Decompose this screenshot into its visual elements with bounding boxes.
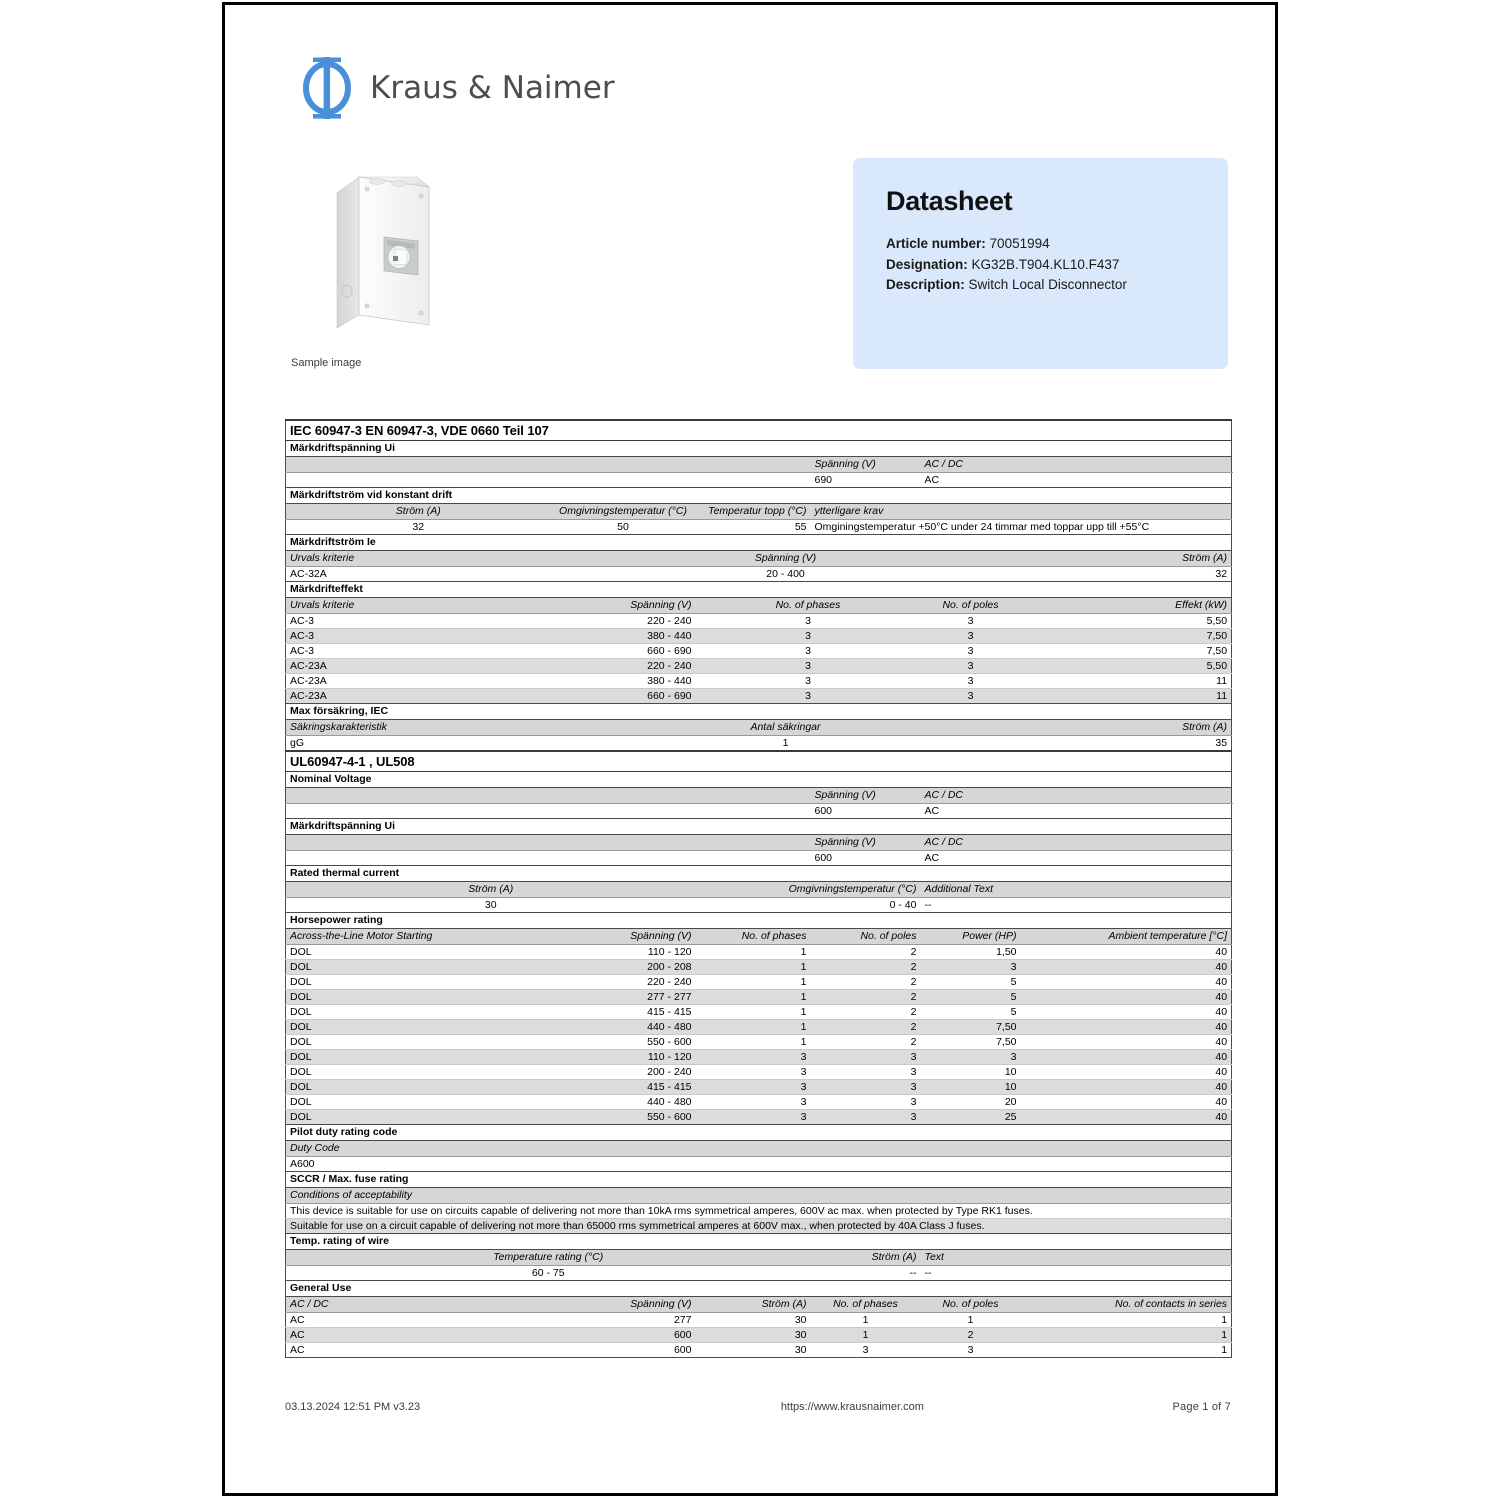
section-minor-header: [286, 704, 1232, 720]
page-footer: [285, 1401, 1231, 1413]
section-title: Temp. rating of wire: [286, 1234, 1232, 1250]
column-header: Duty Code: [286, 1141, 1232, 1157]
table-cell: [286, 473, 811, 488]
table-cell: 32: [286, 520, 551, 535]
table-cell: 3: [921, 960, 1021, 975]
column-header: Ström (A): [286, 504, 551, 520]
section-title: Nominal Voltage: [286, 772, 1232, 788]
table-cell: 660 - 690: [551, 689, 696, 704]
table-cell: 690: [811, 473, 921, 488]
table-cell: 40: [1021, 1110, 1232, 1125]
table-row: [286, 990, 1232, 1005]
table-row: [286, 736, 1232, 752]
column-header: Antal säkringar: [551, 720, 1021, 736]
table-cell: DOL: [286, 1110, 551, 1125]
table-cell: --: [921, 1266, 1232, 1281]
table-row: [286, 520, 1232, 535]
kraus-naimer-logo-icon: [298, 57, 356, 119]
field-designation-value: KG32B.T904.KL10.F437: [971, 256, 1120, 272]
table-cell: 2: [811, 975, 921, 990]
table-row: [286, 644, 1232, 659]
brand-name: Kraus & Naimer: [370, 70, 615, 106]
column-header: No. of phases: [811, 1297, 921, 1313]
section-title: IEC 60947-3 EN 60947-3, VDE 0660 Teil 107: [286, 420, 1232, 441]
column-header: Additional Text: [921, 882, 1232, 898]
table-row: [286, 1313, 1232, 1328]
section-major-header: [286, 751, 1232, 772]
table-cell: 110 - 120: [551, 945, 696, 960]
table-cell: 3: [811, 1095, 921, 1110]
table-cell: 25: [921, 1110, 1021, 1125]
table-header-row: [286, 929, 1232, 945]
table-header-row: [286, 1297, 1232, 1313]
table-row: [286, 1328, 1232, 1343]
table-row: [286, 898, 1232, 913]
table-header-row: [286, 1250, 1232, 1266]
table-cell: AC-32A: [286, 567, 551, 582]
section-title: Horsepower rating: [286, 913, 1232, 929]
table-cell: 220 - 240: [551, 975, 696, 990]
column-header: ytterligare krav: [811, 504, 1232, 520]
field-description-label: Description:: [886, 277, 965, 292]
table-cell: DOL: [286, 960, 551, 975]
table-cell: 5: [921, 990, 1021, 1005]
table-cell: 3: [696, 1065, 811, 1080]
column-header: No. of phases: [696, 598, 921, 614]
table-cell: 200 - 208: [551, 960, 696, 975]
table-cell: 110 - 120: [551, 1050, 696, 1065]
table-cell: 277 - 277: [551, 990, 696, 1005]
table-cell: 50: [551, 520, 696, 535]
section-title: Max försäkring, IEC: [286, 704, 1232, 720]
table-cell: 3: [811, 1050, 921, 1065]
table-cell: 40: [1021, 960, 1232, 975]
table-cell: AC: [921, 473, 1232, 488]
table-cell: 440 - 480: [551, 1095, 696, 1110]
table-cell: 40: [1021, 1020, 1232, 1035]
table-cell: 40: [1021, 1095, 1232, 1110]
table-header-row: [286, 504, 1232, 520]
table-cell: DOL: [286, 1065, 551, 1080]
table-cell: 11: [1021, 689, 1232, 704]
section-title: General Use: [286, 1281, 1232, 1297]
table-row: [286, 1065, 1232, 1080]
table-cell: 3: [921, 1343, 1021, 1358]
column-header: Ström (A): [1021, 720, 1232, 736]
table-row: [286, 1080, 1232, 1095]
column-header: [286, 788, 811, 804]
table-cell: 550 - 600: [551, 1110, 696, 1125]
table-row: [286, 659, 1232, 674]
column-header: Ambient temperature [°C]: [1021, 929, 1232, 945]
table-cell: 1: [696, 945, 811, 960]
section-title: Rated thermal current: [286, 866, 1232, 882]
column-header: AC / DC: [921, 788, 1232, 804]
field-article-number-label: Article number:: [886, 236, 986, 251]
field-designation-label: Designation:: [886, 256, 968, 272]
table-cell: 40: [1021, 1005, 1232, 1020]
table-cell: 60 - 75: [286, 1266, 811, 1281]
table-cell: 20: [921, 1095, 1021, 1110]
table-cell: 1: [696, 960, 811, 975]
table-cell: 600: [551, 1328, 696, 1343]
brand-header: [298, 57, 615, 119]
table-cell: 3: [696, 659, 921, 674]
field-designation: [886, 255, 1127, 276]
table-cell: This device is suitable for use on circuits capable of delivering not more than 10kA rms symmetrical amperes, 600V ac max. when protected by Type RK1 fuses.: [286, 1204, 1232, 1219]
table-cell: [286, 804, 811, 819]
table-row: [286, 1095, 1232, 1110]
column-header: Spänning (V): [551, 1297, 696, 1313]
section-minor-header: [286, 1234, 1232, 1250]
table-row: [286, 1219, 1232, 1234]
document-page: [222, 2, 1278, 1496]
column-header: Ström (A): [286, 882, 696, 898]
table-cell: 600: [811, 804, 921, 819]
column-header: Temperature rating (°C): [286, 1250, 811, 1266]
table-cell: 7,50: [921, 1020, 1021, 1035]
column-header: Säkringskarakteristik: [286, 720, 551, 736]
table-cell: 1: [811, 1328, 921, 1343]
section-minor-header: [286, 441, 1232, 457]
table-cell: 5,50: [1021, 614, 1232, 629]
table-cell: AC: [286, 1343, 551, 1358]
table-cell: 30: [696, 1343, 811, 1358]
column-header: AC / DC: [921, 835, 1232, 851]
table-cell: AC: [921, 804, 1232, 819]
table-cell: 1: [551, 736, 1021, 752]
column-header: No. of phases: [696, 929, 811, 945]
section-minor-header: [286, 772, 1232, 788]
column-header: Conditions of acceptability: [286, 1188, 1232, 1204]
table-cell: 10: [921, 1065, 1021, 1080]
table-cell: --: [921, 898, 1232, 913]
section-minor-header: [286, 1172, 1232, 1188]
table-cell: AC-3: [286, 644, 551, 659]
table-cell: [286, 851, 811, 866]
table-cell: DOL: [286, 990, 551, 1005]
table-cell: 1: [696, 1020, 811, 1035]
table-cell: DOL: [286, 1005, 551, 1020]
column-header: Ström (A): [811, 1250, 921, 1266]
table-cell: 1: [696, 1005, 811, 1020]
table-cell: 20 - 400: [551, 567, 1021, 582]
footer-url[interactable]: https://www.krausnaimer.com: [780, 1401, 924, 1413]
table-header-row: [286, 1141, 1232, 1157]
table-cell: 2: [811, 1005, 921, 1020]
table-cell: 277: [551, 1313, 696, 1328]
column-header: No. of poles: [921, 598, 1021, 614]
section-minor-header: [286, 866, 1232, 882]
table-cell: 1: [1021, 1328, 1232, 1343]
table-row: [286, 851, 1232, 866]
section-minor-header: [286, 1281, 1232, 1297]
table-cell: 3: [921, 1050, 1021, 1065]
table-cell: 32: [1021, 567, 1232, 582]
table-header-row: [286, 835, 1232, 851]
column-header: Effekt (kW): [1021, 598, 1232, 614]
column-header: Temperatur topp (°C): [696, 504, 811, 520]
table-cell: DOL: [286, 1035, 551, 1050]
table-cell: 5,50: [1021, 659, 1232, 674]
table-cell: 3: [696, 644, 921, 659]
table-cell: 3: [696, 674, 921, 689]
table-cell: 2: [811, 990, 921, 1005]
table-row: [286, 804, 1232, 819]
table-cell: 10: [921, 1080, 1021, 1095]
footer-page-number: Page 1 of 7: [1172, 1401, 1231, 1413]
column-header: Power (HP): [921, 929, 1021, 945]
table-cell: 3: [921, 614, 1021, 629]
table-cell: 3: [921, 689, 1021, 704]
table-cell: 2: [921, 1328, 1021, 1343]
table-cell: 1: [921, 1313, 1021, 1328]
table-cell: AC: [921, 851, 1232, 866]
column-header: Spänning (V): [551, 598, 696, 614]
table-row: [286, 567, 1232, 582]
table-cell: 3: [921, 629, 1021, 644]
table-row: [286, 629, 1232, 644]
column-header: Omgivningstemperatur (°C): [551, 504, 696, 520]
table-cell: 7,50: [921, 1035, 1021, 1050]
column-header: Omgivningstemperatur (°C): [696, 882, 921, 898]
table-cell: 1,50: [921, 945, 1021, 960]
column-header: [286, 457, 811, 473]
table-cell: 2: [811, 1020, 921, 1035]
section-title: UL60947-4-1 , UL508: [286, 751, 1232, 772]
table-cell: 415 - 415: [551, 1005, 696, 1020]
column-header: Urvals kriterie: [286, 551, 551, 567]
table-cell: DOL: [286, 975, 551, 990]
section-title: Pilot duty rating code: [286, 1125, 1232, 1141]
table-cell: 660 - 690: [551, 644, 696, 659]
table-cell: 40: [1021, 990, 1232, 1005]
table-cell: DOL: [286, 945, 551, 960]
table-header-row: [286, 457, 1232, 473]
table-cell: 3: [811, 1065, 921, 1080]
section-minor-header: [286, 582, 1232, 598]
table-cell: 40: [1021, 1080, 1232, 1095]
table-cell: AC-3: [286, 629, 551, 644]
field-description: [886, 275, 1127, 296]
table-cell: 1: [1021, 1313, 1232, 1328]
table-cell: 2: [811, 960, 921, 975]
table-cell: 3: [696, 689, 921, 704]
section-title: Märkdrifteffekt: [286, 582, 1232, 598]
table-row: [286, 473, 1232, 488]
column-header: No. of poles: [921, 1297, 1021, 1313]
table-cell: 1: [1021, 1343, 1232, 1358]
table-cell: 550 - 600: [551, 1035, 696, 1050]
table-cell: 55: [696, 520, 811, 535]
table-cell: 40: [1021, 1035, 1232, 1050]
field-article-number: [886, 234, 1127, 255]
column-header: AC / DC: [921, 457, 1232, 473]
table-cell: 3: [811, 1080, 921, 1095]
section-minor-header: [286, 535, 1232, 551]
table-row: [286, 1157, 1232, 1172]
specification-table: [285, 419, 1232, 1358]
table-cell: 1: [696, 1035, 811, 1050]
section-title: Märkdriftspänning Ui: [286, 441, 1232, 457]
table-row: [286, 960, 1232, 975]
column-header: No. of poles: [811, 929, 921, 945]
table-cell: 2: [811, 945, 921, 960]
table-cell: 600: [811, 851, 921, 866]
section-minor-header: [286, 1125, 1232, 1141]
table-row: [286, 1343, 1232, 1358]
table-cell: 200 - 240: [551, 1065, 696, 1080]
footer-timestamp: 03.13.2024 12:51 PM v3.23: [285, 1401, 421, 1413]
table-cell: 7,50: [1021, 629, 1232, 644]
table-cell: 40: [1021, 1065, 1232, 1080]
table-cell: DOL: [286, 1020, 551, 1035]
section-major-header: [286, 420, 1232, 441]
column-header: No. of contacts in series: [1021, 1297, 1232, 1313]
column-header: Urvals kriterie: [286, 598, 551, 614]
table-header-row: [286, 720, 1232, 736]
table-row: [286, 1035, 1232, 1050]
table-header-row: [286, 551, 1232, 567]
table-cell: 5: [921, 1005, 1021, 1020]
table-cell: Suitable for use on a circuit capable of delivering not more than 65000 rms symmetrical amperes at 600V max., when protected by 40A Class J fuses.: [286, 1219, 1232, 1234]
table-cell: 380 - 440: [551, 674, 696, 689]
section-title: Märkdriftström vid konstant drift: [286, 488, 1232, 504]
field-article-number-value: 70051994: [989, 236, 1050, 251]
datasheet-fields: [886, 234, 1127, 296]
table-cell: 3: [696, 614, 921, 629]
column-header: Ström (A): [696, 1297, 811, 1313]
section-title: SCCR / Max. fuse rating: [286, 1172, 1232, 1188]
table-row: [286, 975, 1232, 990]
table-row: [286, 1020, 1232, 1035]
datasheet-info-card: [853, 158, 1228, 369]
section-title: Märkdriftström Ie: [286, 535, 1232, 551]
section-title: Märkdriftspänning Ui: [286, 819, 1232, 835]
field-description-value: Switch Local Disconnector: [968, 277, 1127, 292]
table-cell: AC: [286, 1313, 551, 1328]
table-cell: 30: [696, 1328, 811, 1343]
column-header: Across-the-Line Motor Starting: [286, 929, 551, 945]
table-row: [286, 945, 1232, 960]
column-header: Ström (A): [1021, 551, 1232, 567]
table-cell: 0 - 40: [696, 898, 921, 913]
table-row: [286, 614, 1232, 629]
column-header: Spänning (V): [811, 835, 921, 851]
datasheet-title: Datasheet: [886, 186, 1013, 216]
column-header: Spänning (V): [811, 457, 921, 473]
table-cell: DOL: [286, 1080, 551, 1095]
table-cell: 3: [696, 1095, 811, 1110]
table-header-row: [286, 788, 1232, 804]
table-cell: 30: [286, 898, 696, 913]
table-cell: 1: [811, 1313, 921, 1328]
table-cell: 600: [551, 1343, 696, 1358]
table-row: [286, 1005, 1232, 1020]
table-header-row: [286, 882, 1232, 898]
table-cell: --: [811, 1266, 921, 1281]
section-minor-header: [286, 913, 1232, 929]
column-header: AC / DC: [286, 1297, 551, 1313]
table-cell: 380 - 440: [551, 629, 696, 644]
table-header-row: [286, 598, 1232, 614]
table-cell: 2: [811, 1035, 921, 1050]
table-cell: 1: [696, 990, 811, 1005]
section-minor-header: [286, 819, 1232, 835]
table-cell: 40: [1021, 975, 1232, 990]
table-cell: gG: [286, 736, 551, 752]
table-cell: DOL: [286, 1095, 551, 1110]
table-row: [286, 1204, 1232, 1219]
table-cell: 3: [696, 629, 921, 644]
table-cell: AC: [286, 1328, 551, 1343]
table-cell: 40: [1021, 1050, 1232, 1065]
table-row: [286, 1110, 1232, 1125]
table-row: [286, 1050, 1232, 1065]
table-cell: 3: [921, 644, 1021, 659]
column-header: [286, 835, 811, 851]
table-cell: 440 - 480: [551, 1020, 696, 1035]
table-cell: 40: [1021, 945, 1232, 960]
table-row: [286, 1266, 1232, 1281]
column-header: Text: [921, 1250, 1232, 1266]
table-cell: 3: [921, 659, 1021, 674]
table-row: [286, 674, 1232, 689]
table-cell: 3: [696, 1110, 811, 1125]
table-cell: 7,50: [1021, 644, 1232, 659]
table-cell: 11: [1021, 674, 1232, 689]
table-cell: AC-3: [286, 614, 551, 629]
sample-image-caption: Sample image: [291, 357, 362, 369]
column-header: Spänning (V): [811, 788, 921, 804]
table-cell: 220 - 240: [551, 614, 696, 629]
table-cell: 30: [696, 1313, 811, 1328]
table-header-row: [286, 1188, 1232, 1204]
table-cell: 5: [921, 975, 1021, 990]
table-cell: DOL: [286, 1050, 551, 1065]
table-cell: 415 - 415: [551, 1080, 696, 1095]
table-cell: 35: [1021, 736, 1232, 752]
table-cell: 3: [696, 1050, 811, 1065]
section-minor-header: [286, 488, 1232, 504]
column-header: Spänning (V): [551, 551, 1021, 567]
table-cell: 3: [921, 674, 1021, 689]
table-cell: 1: [696, 975, 811, 990]
table-cell: AC-23A: [286, 659, 551, 674]
table-cell: 3: [811, 1343, 921, 1358]
table-cell: 3: [696, 1080, 811, 1095]
table-cell: AC-23A: [286, 689, 551, 704]
table-row: [286, 689, 1232, 704]
column-header: Spänning (V): [551, 929, 696, 945]
table-cell: 220 - 240: [551, 659, 696, 674]
table-cell: AC-23A: [286, 674, 551, 689]
table-cell: Omginingstemperatur +50°C under 24 timmar med toppar upp till +55°C: [811, 520, 1232, 535]
table-cell: A600: [286, 1157, 1232, 1172]
table-cell: 3: [811, 1110, 921, 1125]
